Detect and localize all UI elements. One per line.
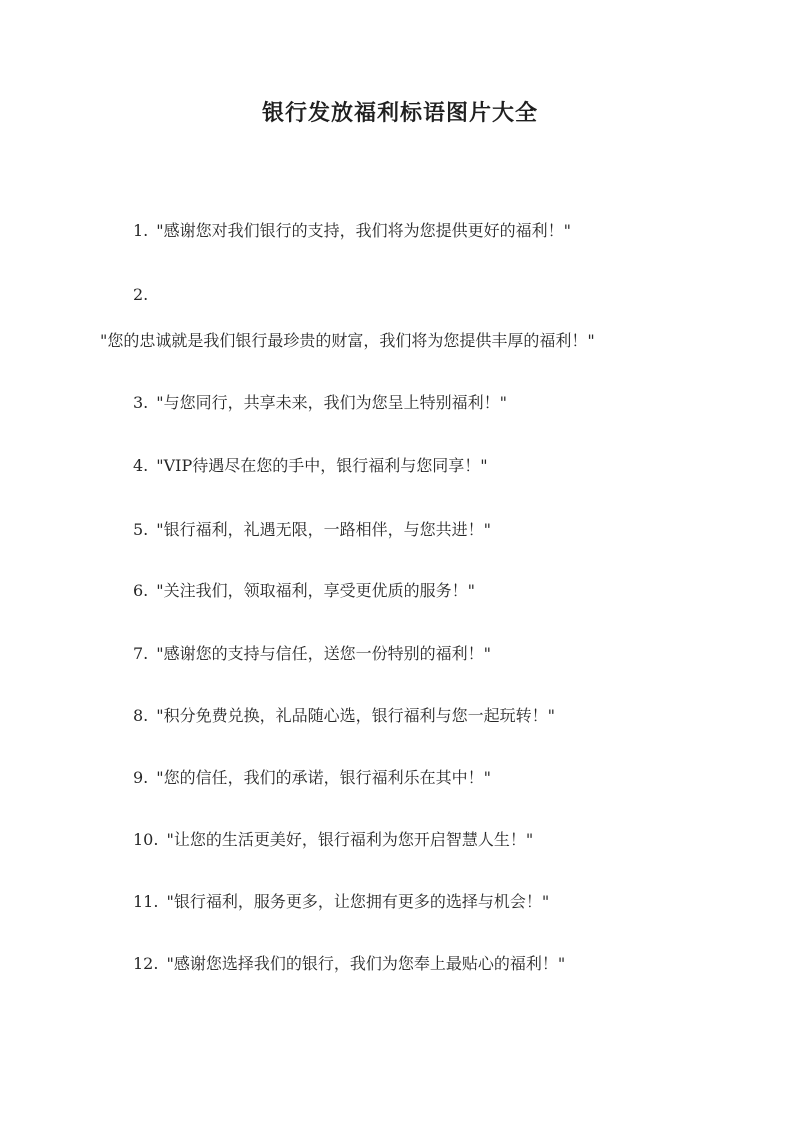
- item-number: 4.: [133, 456, 149, 475]
- item-text: "VIP待遇尽在您的手中，银行福利与您同享！": [156, 456, 488, 475]
- item-number: 11.: [133, 892, 159, 911]
- item-text: "感谢您的支持与信任，送您一份特别的福利！": [156, 644, 491, 663]
- list-item: [133, 220, 571, 242]
- list-item: [133, 392, 507, 414]
- item-text: "与您同行，共享未来，我们为您呈上特别福利！": [156, 393, 507, 412]
- list-item: [133, 829, 533, 851]
- list-item: [133, 767, 491, 789]
- list-item: [133, 519, 491, 541]
- item-number: 9.: [133, 768, 149, 787]
- item-number: 6.: [133, 581, 149, 600]
- item-number: 3.: [133, 393, 149, 412]
- item-text: "银行福利，服务更多，让您拥有更多的选择与机会！": [166, 892, 550, 911]
- list-item: [133, 705, 555, 727]
- item-number: 12.: [133, 954, 159, 973]
- list-item: [133, 284, 156, 306]
- item-text: "积分免费兑换，礼品随心选，银行福利与您一起玩转！": [156, 706, 555, 725]
- list-item: [133, 455, 488, 477]
- item-text: "感谢您选择我们的银行，我们为您奉上最贴心的福利！": [166, 954, 566, 973]
- item-text: "您的信任，我们的承诺，银行福利乐在其中！": [156, 768, 491, 787]
- item-number: 10.: [133, 830, 159, 849]
- item-text: "您的忠诚就是我们银行最珍贵的财富，我们将为您提供丰厚的福利！": [100, 331, 595, 350]
- item-text: "感谢您对我们银行的支持，我们将为您提供更好的福利！": [156, 221, 571, 240]
- document-title: 银行发放福利标语图片大全: [261, 100, 538, 126]
- item-text: "银行福利，礼遇无限，一路相伴，与您共进！": [156, 520, 491, 539]
- item-number: 8.: [133, 706, 149, 725]
- item-number: 2.: [133, 285, 149, 304]
- list-item: [133, 643, 491, 665]
- item-number: 5.: [133, 520, 149, 539]
- list-item: [133, 891, 549, 913]
- list-item: [133, 953, 565, 975]
- list-item: [133, 580, 475, 602]
- item-text: "让您的生活更美好，银行福利为您开启智慧人生！": [166, 830, 534, 849]
- item-number: 7.: [133, 644, 149, 663]
- item-number: 1.: [133, 221, 149, 240]
- item-text: "关注我们，领取福利，享受更优质的服务！": [156, 581, 475, 600]
